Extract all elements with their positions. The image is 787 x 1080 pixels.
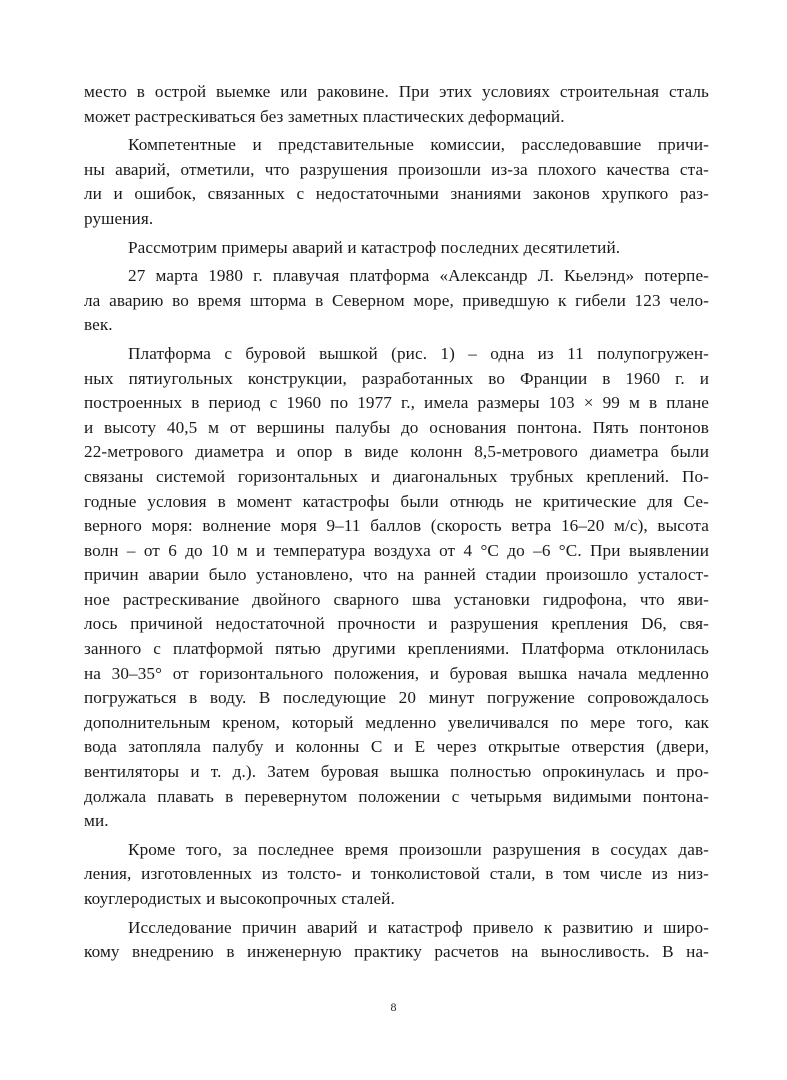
text-line: связаны системой горизонтальных и диагональных трубных креплений. По-: [84, 466, 709, 486]
text-line: ли и ошибок, связанных с недостаточными знаниями законов хрупкого раз-: [84, 184, 709, 204]
text-line: ления, изготовленных из толсто- и тонколистовой стали, в том числе из низ-: [84, 864, 709, 884]
text-line: место в острой выемке или раковине. При этих условиях строительная сталь: [84, 82, 709, 101]
text-line: дополнительным креном, который медленно увеличивался по мере того, как: [84, 712, 709, 732]
text-line: ны аварий, отметили, что разрушения произошли из-за плохого качества ста-: [84, 159, 709, 179]
paragraph-3: [84, 236, 709, 261]
text-line: погружаться в воду. В последующие 20 минут погружение сопровождалось: [84, 688, 709, 708]
text-line: лось причиной недостаточной прочности и разрушения крепления D6, свя-: [84, 614, 709, 634]
text-line: Рассмотрим примеры аварий и катастроф последних десятилетий.: [128, 237, 621, 257]
text-line: на 30–35° от горизонтального положения, и буровая вышка начала медленно: [84, 663, 709, 683]
paragraph-5: [84, 342, 709, 834]
text-line: Компетентные и представительные комиссии, расследовавшие причи-: [128, 135, 709, 155]
text-line: построенных в период с 1960 по 1977 г., имела размеры 103 × 99 м в плане: [84, 393, 709, 413]
text-line: коуглеродистых и высокопрочных сталей.: [84, 889, 395, 908]
text-line: ла аварию во время шторма в Северном море, приведшую к гибели 123 чело-: [84, 290, 709, 310]
text-line: 22-метрового диаметра и опор в виде колонн 8,5-метрового диаметра были: [84, 442, 709, 462]
text-line: занного с платформой пятью другими креплениями. Платформа отклонилась: [84, 639, 709, 659]
paragraph-1: [84, 80, 709, 129]
text-line: кому внедрению в инженерную практику расчетов на выносливость. В на-: [84, 942, 709, 962]
text-line: годные условия в момент катастрофы были отнюдь не критические для Се-: [84, 491, 709, 511]
document-body: [84, 80, 709, 965]
text-line: Платформа с буровой вышкой (рис. 1) – одна из 11 полупогружен-: [128, 343, 709, 363]
text-line: вода затопляла палубу и колонны C и E через открытые отверстия (двери,: [84, 737, 709, 757]
text-line: должала плавать в перевернутом положении с четырьмя видимыми понтона-: [84, 786, 709, 806]
paragraph-7: [84, 916, 709, 965]
text-line: рушения.: [84, 208, 154, 228]
text-line: волн – от 6 до 10 м и температура воздуха от 4 °С до –6 °С. При выявлении: [84, 540, 709, 560]
text-line: ми.: [84, 811, 109, 831]
text-line: ных пятиугольных конструкции, разработанных во Франции в 1960 г. и: [84, 368, 709, 388]
text-line: вентиляторы и т. д.). Затем буровая вышка полностью опрокинулась и про-: [84, 762, 709, 782]
text-line: век.: [84, 315, 113, 335]
text-line: может растрескиваться без заметных пластических деформаций.: [84, 106, 565, 126]
text-line: Кроме того, за последнее время произошли разрушения в сосудах дав-: [128, 839, 709, 859]
text-line: Исследование причин аварий и катастроф привело к развитию и широ-: [128, 917, 709, 937]
page-number: 8: [390, 1000, 397, 1014]
paragraph-2: [84, 133, 709, 231]
text-line: 27 марта 1980 г. плавучая платформа «Александр Л. Кьелэнд» потерпе-: [128, 266, 709, 286]
paragraph-4: [84, 264, 709, 338]
text-line: и высоту 40,5 м от вершины палубы до основания понтона. Пять понтонов: [84, 417, 709, 437]
text-line: ное растрескивание двойного сварного шва установки гидрофона, что яви-: [84, 589, 709, 609]
paragraph-6: [84, 838, 709, 912]
text-line: верного моря: волнение моря 9–11 баллов (скорость ветра 16–20 м/с), высота: [84, 516, 709, 536]
text-line: причин аварии было установлено, что на ранней стадии произошло усталост-: [84, 565, 709, 585]
